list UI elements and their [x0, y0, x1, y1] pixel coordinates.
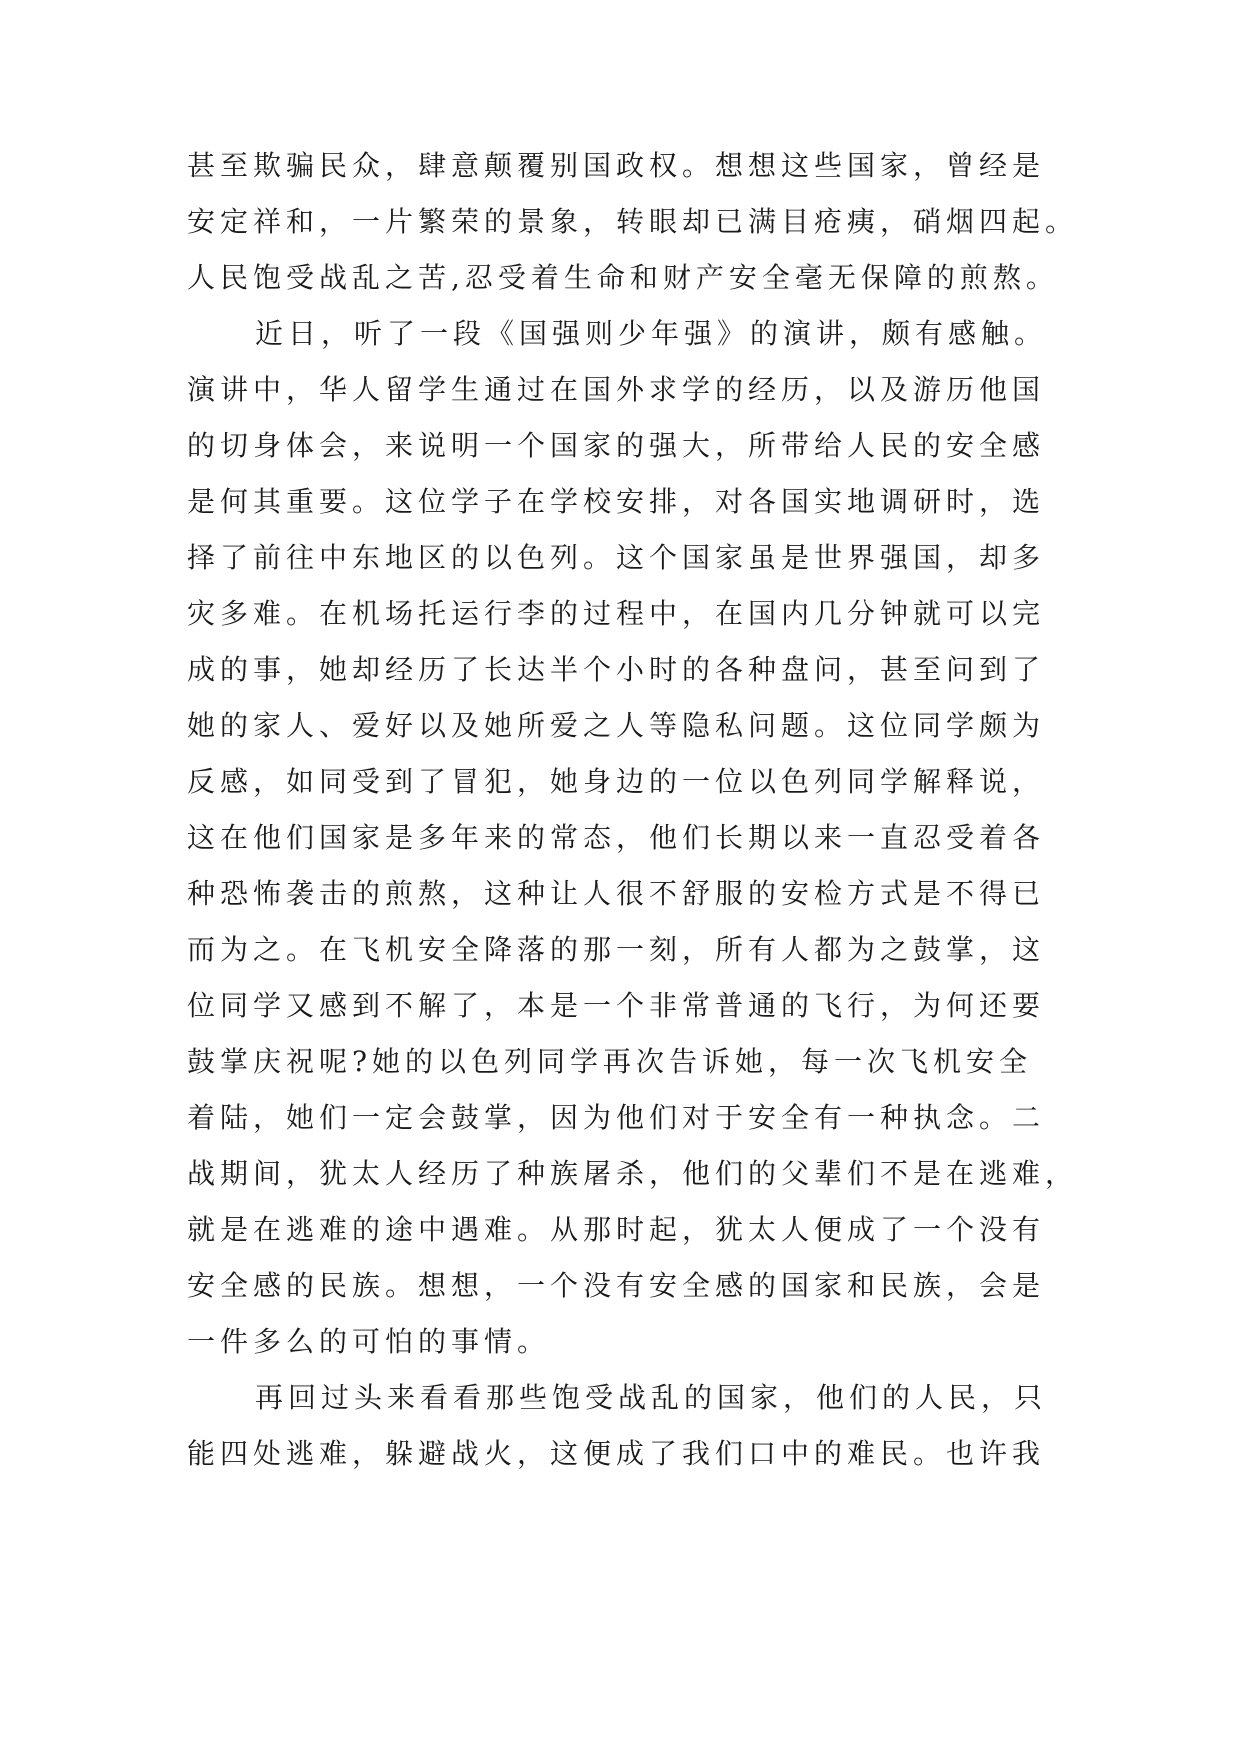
- text-line: 的切身体会，来说明一个国家的强大，所带给人民的安全感: [187, 429, 1046, 462]
- text-line: 着陆，她们一定会鼓掌，因为他们对于安全有一种执念。二: [187, 1101, 1046, 1134]
- text-line: 灾多难。在机场托运行李的过程中，在国内几分钟就可以完: [187, 597, 1046, 630]
- text-line: 就是在逃难的途中遇难。从那时起，犹太人便成了一个没有: [187, 1213, 1046, 1246]
- text-line: 种恐怖袭击的煎熬，这种让人很不舒服的安检方式是不得已: [187, 877, 1046, 910]
- text-line: 而为之。在飞机安全降落的那一刻，所有人都为之鼓掌，这: [187, 933, 1046, 966]
- text-line: 甚至欺骗民众，肆意颠覆别国政权。想想这些国家，曾经是: [187, 149, 1046, 182]
- paragraph-start-line: 再回过头来看看那些饱受战乱的国家，他们的人民，只: [255, 1381, 1048, 1414]
- text-line: 人民饱受战乱之苦,忍受着生命和财产安全毫无保障的煎熬。: [187, 261, 1059, 294]
- text-line: 择了前往中东地区的以色列。这个国家虽是世界强国，却多: [187, 541, 1046, 574]
- text-line: 位同学又感到不解了，本是一个非常普通的飞行，为何还要: [187, 989, 1046, 1022]
- text-line: 鼓掌庆祝呢?她的以色列同学再次告诉她，每一次飞机安全: [187, 1045, 1033, 1078]
- text-line: 安定祥和，一片繁荣的景象，转眼却已满目疮痍，硝烟四起。: [187, 205, 1079, 238]
- text-line: 安全感的民族。想想，一个没有安全感的国家和民族，会是: [187, 1269, 1046, 1302]
- text-line: 演讲中，华人留学生通过在国外求学的经历，以及游历他国: [187, 373, 1046, 406]
- text-line: 她的家人、爱好以及她所爱之人等隐私问题。这位同学颇为: [187, 709, 1046, 742]
- text-line: 这在他们国家是多年来的常态，他们长期以来一直忍受着各: [187, 821, 1046, 854]
- text-line: 成的事，她却经历了长达半个小时的各种盘问，甚至问到了: [187, 653, 1046, 686]
- text-line: 战期间，犹太人经历了种族屠杀，他们的父辈们不是在逃难，: [187, 1157, 1079, 1190]
- paragraph-start-line: 近日，听了一段《国强则少年强》的演讲，颇有感触。: [255, 317, 1048, 350]
- text-line: 是何其重要。这位学子在学校安排，对各国实地调研时，选: [187, 485, 1046, 518]
- text-line: 一件多么的可怕的事情。: [187, 1325, 551, 1358]
- text-line: 反感，如同受到了冒犯，她身边的一位以色列同学解释说，: [187, 765, 1046, 798]
- text-line: 能四处逃难，躲避战火，这便成了我们口中的难民。也许我: [187, 1437, 1046, 1470]
